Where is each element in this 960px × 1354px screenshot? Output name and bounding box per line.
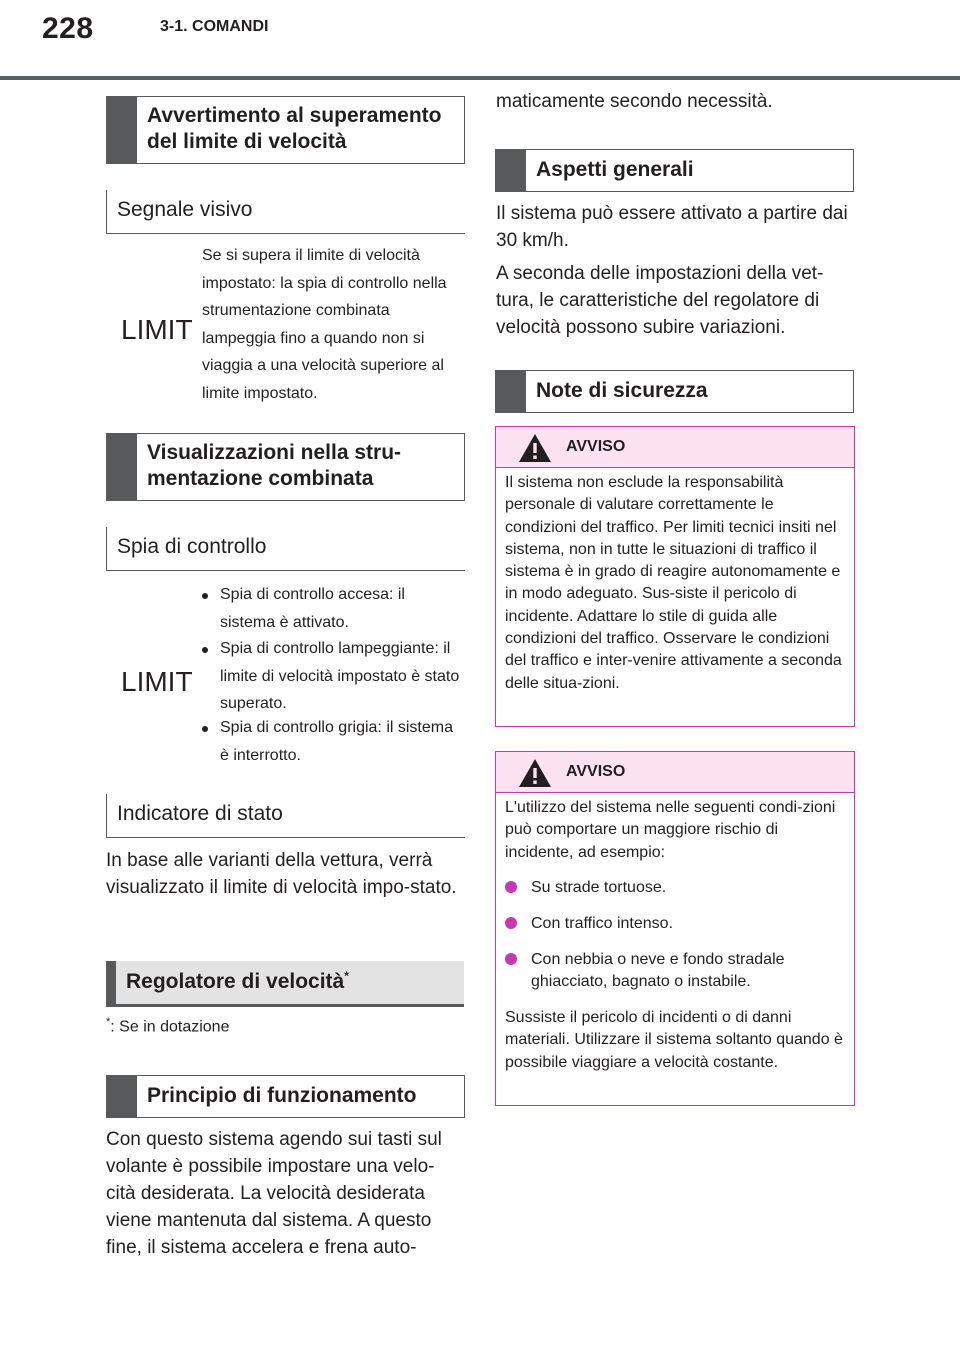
bullet-text: Spia di controllo lampeggiante: il limite di velocità impostato è stato superato. <box>220 640 460 712</box>
heading-title: Regolatore di velocità <box>126 970 345 993</box>
footnote-marker: * <box>106 1016 111 1028</box>
warning-header <box>496 427 854 468</box>
principle-paragraph: Con questo sistema agendo sui tasti sul volante è possibile impostare una velo-cità desiderata. La velocità desiderata viene mantenuta dal sistema. A questo fine, il sistema accelera e frena auto- <box>106 1129 442 1258</box>
indicator-bullet-item <box>202 714 464 770</box>
heading-text: Aspetti generali <box>536 158 694 181</box>
footnote-marker: * <box>344 969 349 983</box>
indicator-bullet-item <box>202 635 464 717</box>
chapter-title: 3-1. COMANDI <box>160 18 269 35</box>
warning-text: Il sistema non esclude la responsabilità personale di valutare correttamente le condizioni del traffico. Per limiti tecnici insiti nel sistema, non in tutte le situazioni di traffico il sistema è in grado di reagire autonomamente e in modo adeguato. Sus-siste il pericolo di incidente. Adattare lo stile di guida alle condizioni del traffico. Osservare le condizioni del traffico e inter-venire attivamente a seconda delle situa-zioni. <box>505 474 842 692</box>
status-paragraph: In base alle varianti della vettura, verrà visualizzato il limite di velocità impo-stato. <box>106 850 457 898</box>
warning-box <box>495 426 855 727</box>
heading-bar <box>496 150 526 191</box>
heading-operating-principle <box>106 1075 465 1118</box>
footnote <box>106 1016 229 1036</box>
heading-safety-notes <box>495 370 854 413</box>
heading-text: Note di sicurezza <box>536 379 708 402</box>
heading-bar <box>107 97 137 163</box>
subheading-text: Segnale visivo <box>117 198 253 221</box>
heading-text: Visualizzazioni nella stru-mentazione combinata <box>147 441 402 490</box>
subheading-text: Indicatore di stato <box>117 802 283 825</box>
bullet-dot-icon <box>202 647 208 653</box>
bullet-text: Spia di controllo accesa: il sistema è attivato. <box>220 586 405 631</box>
bullet-dot-icon <box>505 917 517 929</box>
bullet-text: Spia di controllo grigia: il sistema è interrotto. <box>220 719 453 764</box>
limit-indicator-label: LIMIT <box>121 314 193 345</box>
bullet-dot-icon <box>202 726 208 732</box>
bullet-dot-icon <box>505 953 517 965</box>
heading-text: Principio di funzionamento <box>147 1084 417 1107</box>
page-number: 228 <box>42 12 94 45</box>
warning-triangle-icon <box>518 758 552 788</box>
indicator-bullet-item <box>202 581 464 637</box>
heading-bar <box>107 434 137 500</box>
heading-bar <box>106 961 116 1004</box>
header-divider <box>0 76 960 80</box>
limit-indicator-label: LIMIT <box>121 666 193 697</box>
heading-bar <box>107 1076 137 1117</box>
warning-title: AVVISO <box>566 763 626 780</box>
bullet-text: Su strade tortuose. <box>531 879 667 896</box>
general-paragraph-2: A seconda delle impostazioni della vet-tura, le caratteristiche del regolatore di velocità possono subire variazioni. <box>496 263 824 338</box>
bullet-text: Con nebbia o neve e fondo stradale ghiacciato, bagnato o instabile. <box>531 951 785 991</box>
heading-cruise-control <box>106 961 464 1007</box>
heading-bar <box>496 371 526 412</box>
visual-signal-description: Se si supera il limite di velocità impostato: la spia di controllo nella strumentazione combinata lampeggia fino a quando non si viaggia a una velocità superiore al limite impostato. <box>202 247 447 402</box>
warning-intro: L'utilizzo del sistema nelle seguenti condi-zioni può comportare un maggiore rischio di incidente, ad esempio: <box>505 799 836 861</box>
heading-general-aspects <box>495 149 854 192</box>
subheading-text: Spia di controllo <box>117 535 267 558</box>
subheading-status-indicator <box>106 794 465 838</box>
continuation-paragraph: maticamente secondo necessità. <box>496 91 773 112</box>
heading-cluster-displays <box>106 433 465 501</box>
warning-header <box>496 752 854 793</box>
warning-box <box>495 751 855 1106</box>
subheading-indicator-light <box>106 527 465 571</box>
footnote-text: : Se in dotazione <box>110 1018 230 1036</box>
warning-triangle-icon <box>518 433 552 463</box>
bullet-dot-icon <box>202 593 208 599</box>
heading-speed-limit-warning <box>106 96 465 164</box>
warning-outro: Sussiste il pericolo di incidenti o di danni materiali. Utilizzare il sistema soltanto quando è possibile viaggiare a velocità costante. <box>505 1009 843 1071</box>
subheading-visual-signal <box>106 190 465 234</box>
warning-title: AVVISO <box>566 438 626 455</box>
bullet-dot-icon <box>505 881 517 893</box>
heading-text <box>126 969 349 994</box>
bullet-text: Con traffico intenso. <box>531 915 674 932</box>
heading-text: Avvertimento al superamento del limite di velocità <box>147 104 442 153</box>
general-paragraph-1: Il sistema può essere attivato a partire dai 30 km/h. <box>496 203 848 251</box>
